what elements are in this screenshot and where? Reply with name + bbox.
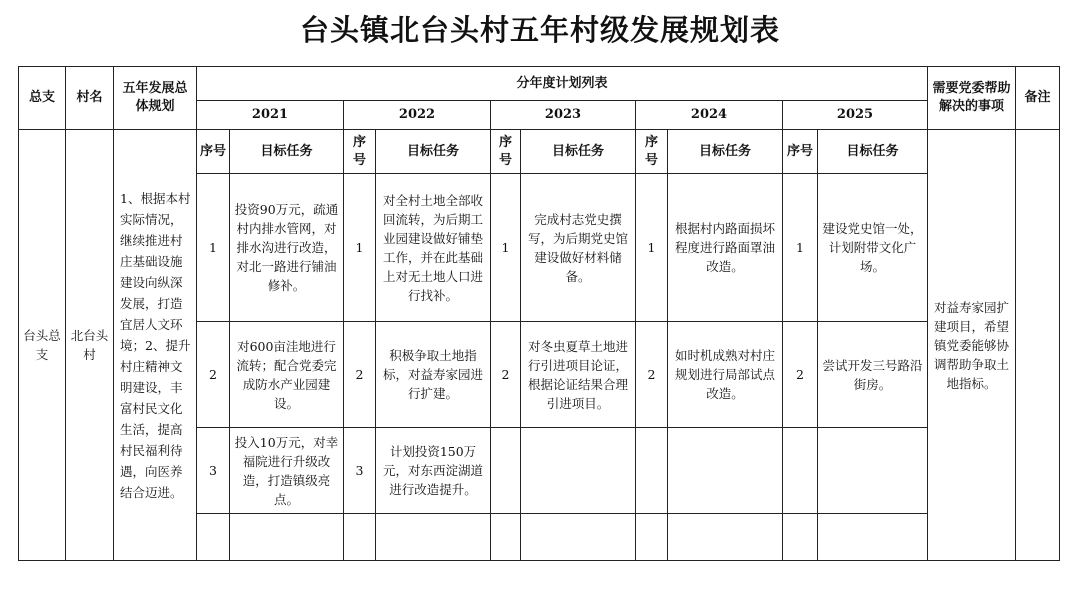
seq-cell: 3 bbox=[344, 428, 376, 514]
header-row-seq-task bbox=[19, 130, 1060, 174]
year-2025: 2025 bbox=[783, 101, 928, 130]
year-2024: 2024 bbox=[636, 101, 783, 130]
page-title: 台头镇北台头村五年村级发展规划表 bbox=[299, 13, 780, 47]
task-header: 目标任务 bbox=[521, 130, 636, 174]
task-cell: 建设党史馆一处，计划附带文化广场。 bbox=[818, 174, 928, 322]
task-header: 目标任务 bbox=[230, 130, 344, 174]
seq-cell: 2 bbox=[491, 322, 521, 428]
seq-cell bbox=[197, 514, 230, 561]
zongzhi-cell: 台头总支 bbox=[19, 130, 66, 561]
seq-cell bbox=[636, 428, 668, 514]
task-cell: 投入10万元，对幸福院进行升级改造，打造镇级亮点。 bbox=[230, 428, 344, 514]
task-cell: 投资90万元，疏通村内排水管网，对排水沟进行改造，对北一路进行铺油修补。 bbox=[230, 174, 344, 322]
seq-header: 序号 bbox=[344, 130, 376, 174]
seq-cell: 3 bbox=[197, 428, 230, 514]
seq-cell: 1 bbox=[197, 174, 230, 322]
task-cell: 积极争取土地指标，对益寿家园进行扩建。 bbox=[376, 322, 491, 428]
year-2022: 2022 bbox=[344, 101, 491, 130]
seq-cell bbox=[491, 428, 521, 514]
task-cell: 对全村土地全部收回流转，为后期工业园建设做好铺垫工作，并在此基础上对无土地人口进行找补。 bbox=[376, 174, 491, 322]
task-cell: 尝试开发三号路沿街房。 bbox=[818, 322, 928, 428]
cunming-cell: 北台头村 bbox=[66, 130, 114, 561]
task-cell bbox=[521, 514, 636, 561]
task-cell: 根据村内路面损坏程度进行路面罩油改造。 bbox=[668, 174, 783, 322]
task-cell: 计划投资150万元，对东西淀湖道进行改造提升。 bbox=[376, 428, 491, 514]
task-cell bbox=[818, 514, 928, 561]
plan-table bbox=[18, 66, 1060, 561]
seq-cell: 2 bbox=[783, 322, 818, 428]
task-cell bbox=[521, 428, 636, 514]
header-zongzhi: 总支 bbox=[19, 67, 66, 130]
task-cell: 完成村志党史撰写，为后期党史馆建设做好材料储备。 bbox=[521, 174, 636, 322]
seq-cell: 1 bbox=[344, 174, 376, 322]
task-header: 目标任务 bbox=[668, 130, 783, 174]
task-cell bbox=[668, 428, 783, 514]
remarks-cell bbox=[1016, 130, 1060, 561]
seq-cell: 2 bbox=[636, 322, 668, 428]
seq-header: 序号 bbox=[197, 130, 230, 174]
seq-cell: 1 bbox=[636, 174, 668, 322]
header-row-1 bbox=[19, 67, 1060, 101]
task-cell bbox=[230, 514, 344, 561]
task-header: 目标任务 bbox=[818, 130, 928, 174]
seq-cell bbox=[491, 514, 521, 561]
header-annual-plan: 分年度计划列表 bbox=[197, 67, 928, 101]
seq-header: 序号 bbox=[636, 130, 668, 174]
seq-header: 序号 bbox=[491, 130, 521, 174]
seq-cell: 1 bbox=[491, 174, 521, 322]
header-help-needed: 需要党委帮助解决的事项 bbox=[928, 67, 1016, 130]
seq-cell bbox=[783, 428, 818, 514]
seq-cell: 1 bbox=[783, 174, 818, 322]
task-cell bbox=[376, 514, 491, 561]
seq-cell bbox=[344, 514, 376, 561]
seq-cell: 2 bbox=[344, 322, 376, 428]
task-header: 目标任务 bbox=[376, 130, 491, 174]
seq-cell bbox=[783, 514, 818, 561]
seq-cell: 2 bbox=[197, 322, 230, 428]
help-needed-cell: 对益寿家园扩建项目，希望镇党委能够协调帮助争取土地指标。 bbox=[928, 130, 1016, 561]
task-cell: 对600亩洼地进行流转；配合党委完成防水产业园建设。 bbox=[230, 322, 344, 428]
header-overall-plan: 五年发展总体规划 bbox=[114, 67, 197, 130]
task-cell bbox=[818, 428, 928, 514]
seq-cell bbox=[636, 514, 668, 561]
year-2023: 2023 bbox=[491, 101, 636, 130]
task-cell: 如时机成熟对村庄规划进行局部试点改造。 bbox=[668, 322, 783, 428]
seq-header: 序号 bbox=[783, 130, 818, 174]
header-remarks: 备注 bbox=[1016, 67, 1060, 130]
year-2021: 2021 bbox=[197, 101, 344, 130]
overall-plan-cell: 1、根据本村实际情况，继续推进村庄基础设施建设向纵深发展，打造宜居人文环境；2、提升村庄精神文明建设，丰富村民文化生活，提高村民福利待遇，向医养结合迈进。 bbox=[114, 130, 197, 561]
header-cunming: 村名 bbox=[66, 67, 114, 130]
task-cell: 对冬虫夏草土地进行引进项目论证，根据论证结果合理引进项目。 bbox=[521, 322, 636, 428]
task-cell bbox=[668, 514, 783, 561]
